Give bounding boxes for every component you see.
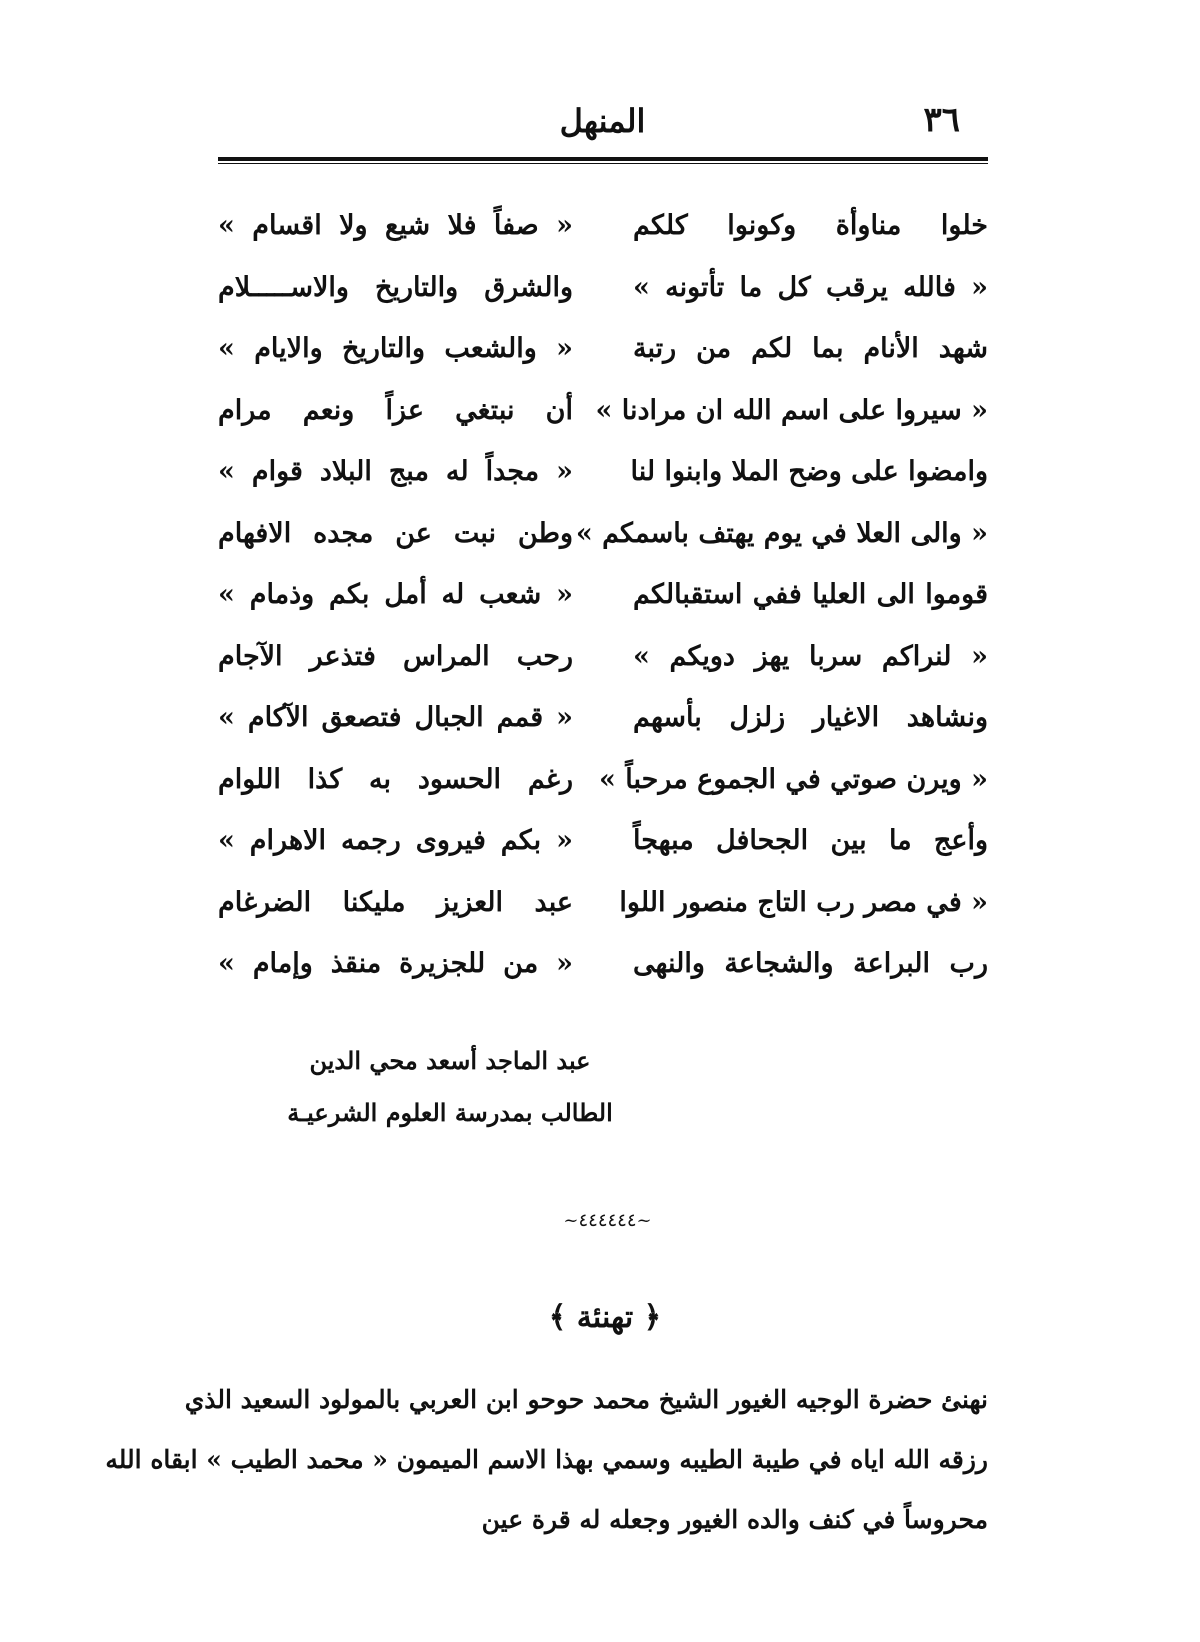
verse [218,810,988,872]
verse-second-hemistich: والشرق والتاريخ والاســـــلام [218,271,573,303]
verse-second-hemistich: « بكم فيروى رجمه الاهرام » [218,825,573,857]
congratulation-text [105,1370,988,1550]
header-rule [218,157,988,164]
verse-second-hemistich: « شعب له أمل بكم وذمام » [218,579,573,611]
verse-second-hemistich: عبد العزيز مليكنا الضرغام [218,886,573,918]
verse [218,318,988,380]
verse [218,872,988,934]
verse-first-hemistich: قوموا الى العليا ففي استقبالكم [633,579,988,611]
section-heading: ﴿ تهنئة ﴾ [548,1300,662,1335]
verse-second-hemistich: رغم الحسود به كذا اللوام [218,763,573,795]
verse-first-hemistich: رب البراعة والشجاعة والنهى [633,948,988,980]
verse [218,441,988,503]
verse-first-hemistich: وأعج ما بين الجحافل مبهجاً [633,825,988,857]
verse-first-hemistich: « سيروا على اسم الله ان مرادنا » [595,394,988,426]
prose-line: نهنئ حضرة الوجيه الغيور الشيخ محمد حوحو ابن العربي بالمولود السعيد الذي [184,1385,988,1414]
verse-second-hemistich: وطن نبت عن مجده الافهام [218,517,573,549]
separator-ornament: ~٤٤٤٤٤٤~ [563,1210,652,1231]
verse-second-hemistich: رحب المراس فتذعر الآجام [218,640,573,672]
verse-second-hemistich: « والشعب والتاريخ والايام » [218,333,573,365]
verse [218,564,988,626]
poem [218,195,988,995]
verse-first-hemistich: ونشاهد الاغيار زلزل بأسهم [633,702,988,734]
verse-first-hemistich: خلوا مناوأة وكونوا كلكم [633,210,988,242]
verse-second-hemistich: أن نبتغي عزاً ونعم مرام [218,394,573,426]
poem-signature [280,1035,620,1139]
verse-second-hemistich: « مجداً له مبج البلاد قوام » [218,456,573,488]
journal-title: المنهل [559,102,646,140]
prose-line: محروساً في كنف والده الغيور وجعله له قرة عين [481,1505,988,1534]
verse-second-hemistich: « قمم الجبال فتصعق الآكام » [218,702,573,734]
verse-second-hemistich: « صفاً فلا شيع ولا اقسام » [218,210,573,242]
verse [218,749,988,811]
verse [218,626,988,688]
verse [218,257,988,319]
prose-line: رزقه الله اياه في طيبة الطيبه وسمي بهذا الاسم الميمون « محمد الطيب » ابقاه الله [105,1445,988,1474]
author-name: عبد الماجد أسعد محي الدين [309,1046,591,1075]
page-header [220,100,985,155]
author-affiliation: الطالب بمدرسة العلوم الشرعيـة [287,1098,613,1127]
verse [218,933,988,995]
verse [218,380,988,442]
verse [218,687,988,749]
verse-first-hemistich: « لنراكم سربا يهز دويكم » [633,640,988,672]
page-number: ٣٦ [923,100,960,140]
verse [218,503,988,565]
verse-first-hemistich: وامضوا على وضح الملا وابنوا لنا [630,456,988,488]
verse-first-hemistich: « في مصر رب التاج منصور اللوا [619,886,988,918]
verse-first-hemistich: « ويرن صوتي في الجموع مرحباً » [599,763,988,795]
verse-first-hemistich: « والى العلا في يوم يهتف باسمكم » [575,517,988,549]
verse-first-hemistich: « فالله يرقب كل ما تأتونه » [633,271,988,303]
verse [218,195,988,257]
verse-second-hemistich: « من للجزيرة منقذ وإمام » [218,948,573,980]
verse-first-hemistich: شهد الأنام بما لكم من رتبة [633,333,988,365]
